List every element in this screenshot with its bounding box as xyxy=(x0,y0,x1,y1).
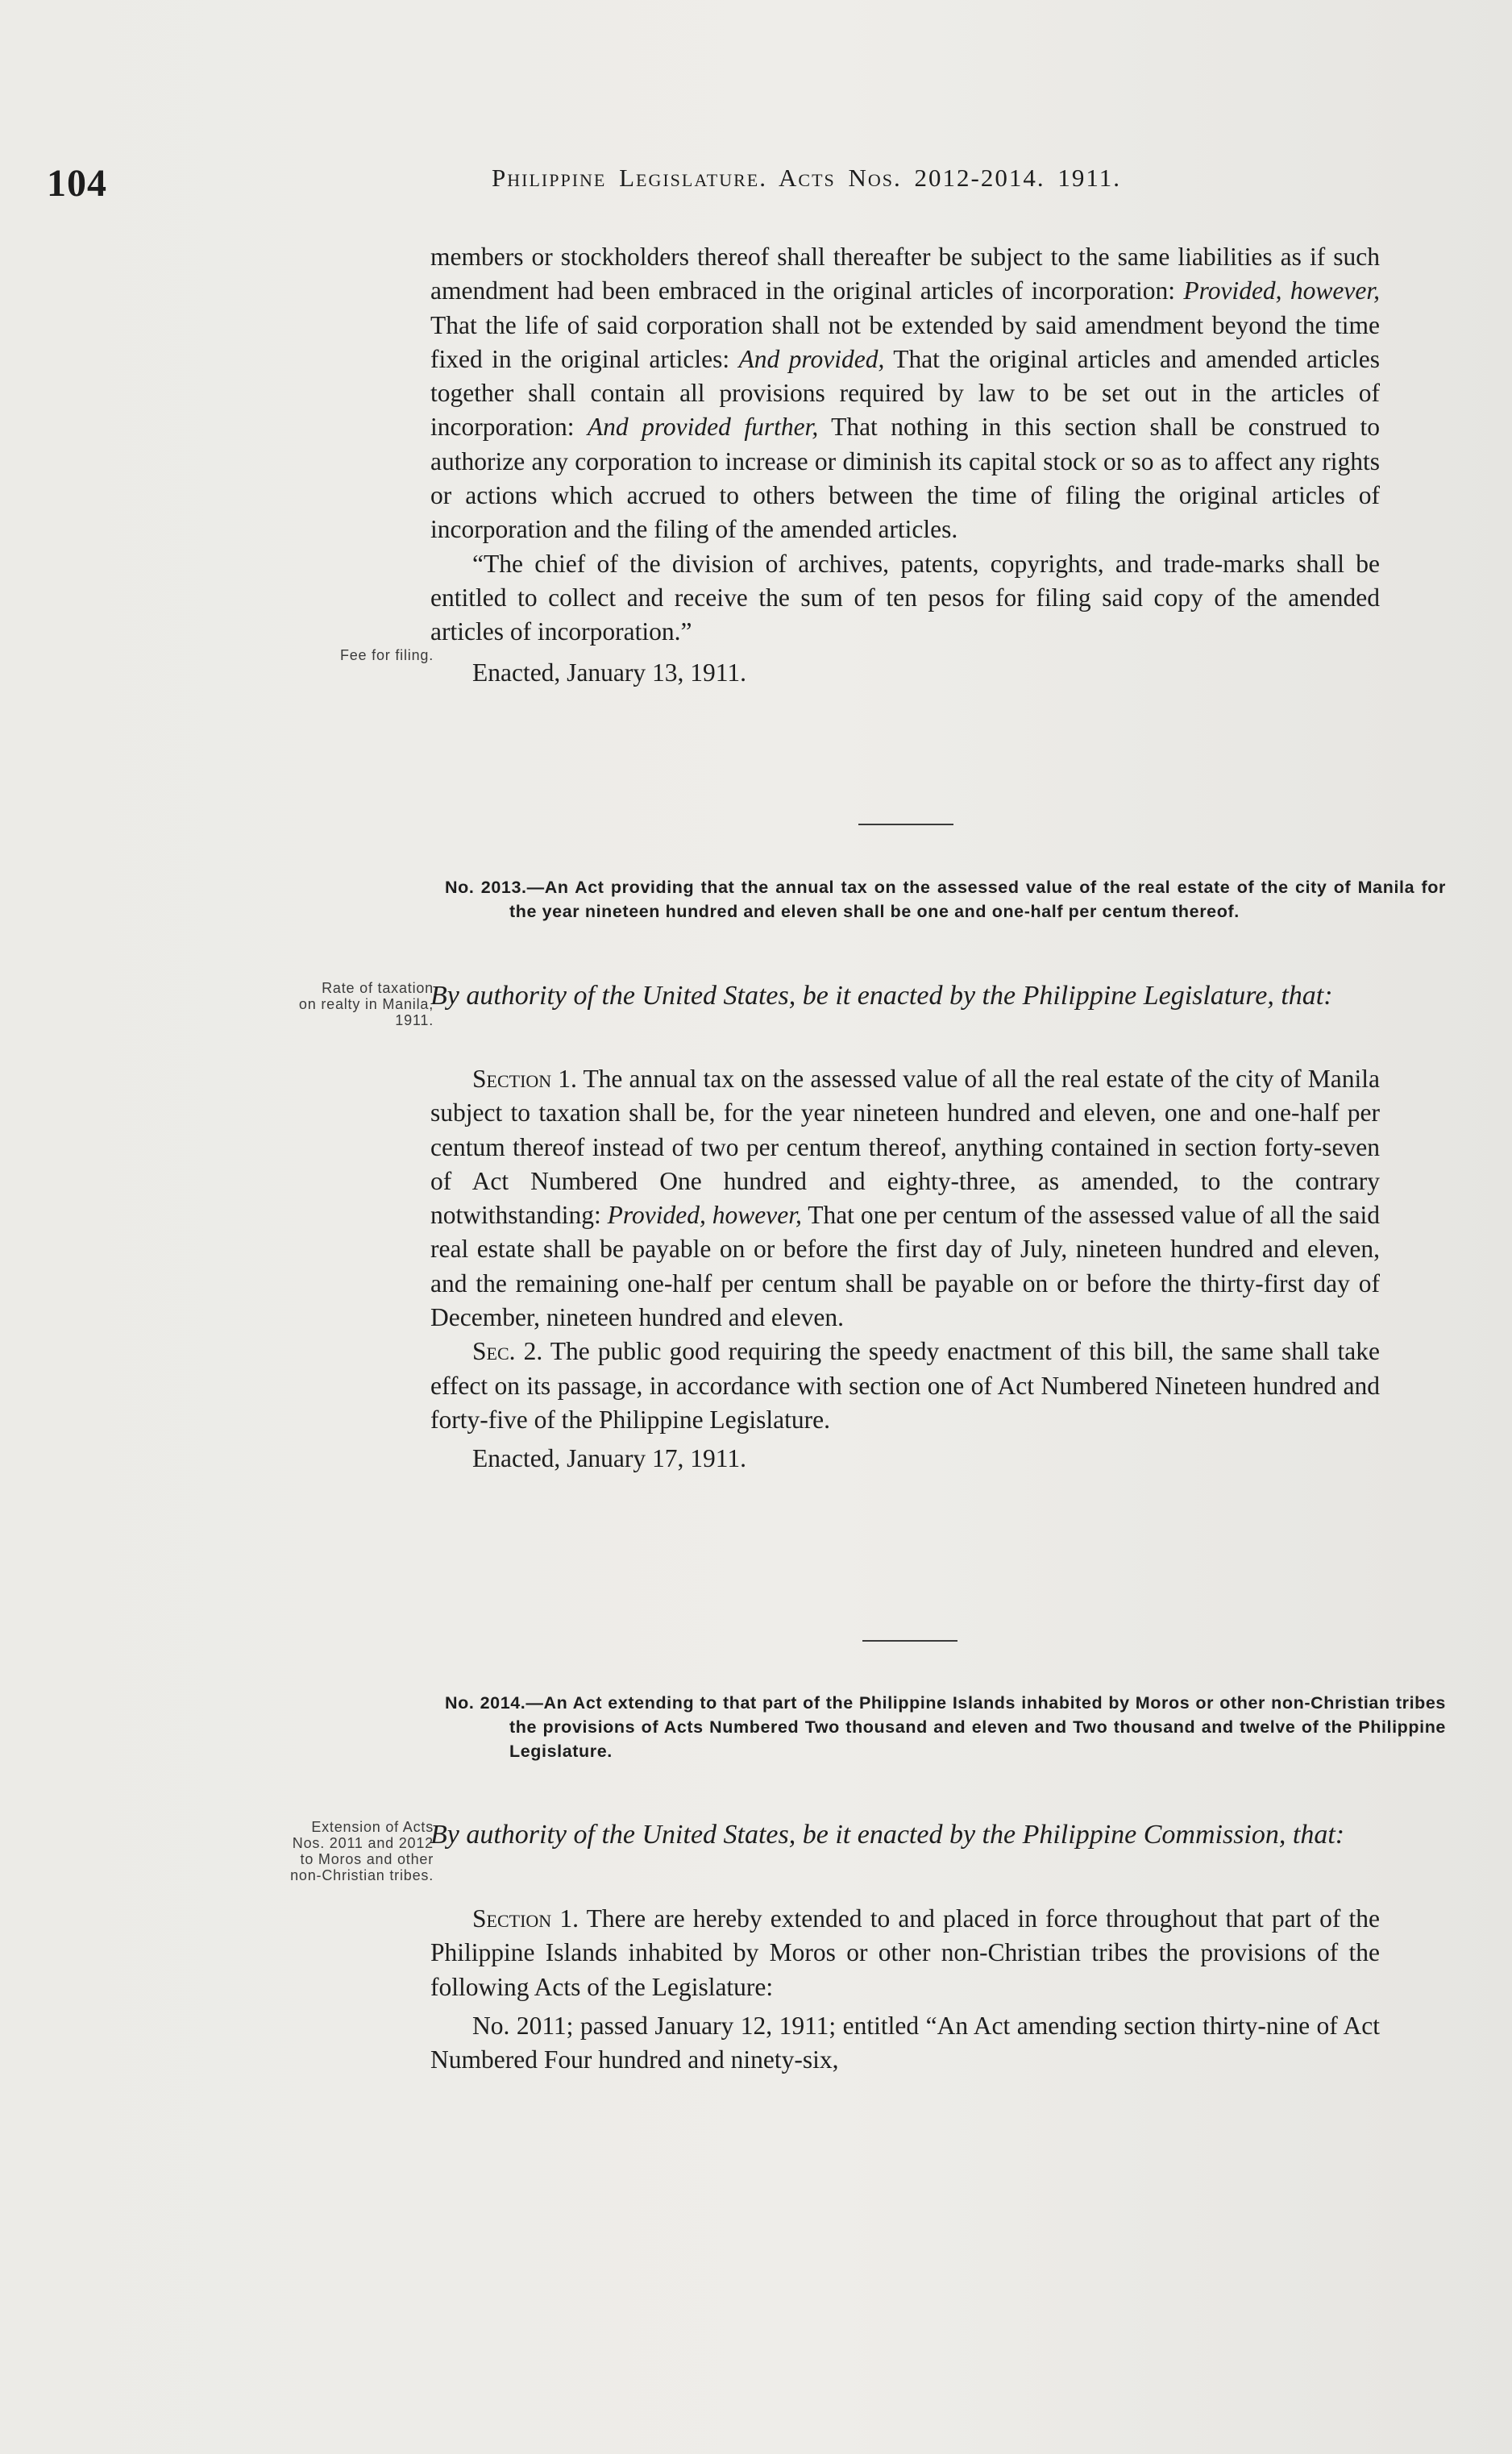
fee-paragraph: “The chief of the division of archives, patents, copyrights, and trade-marks shall be entitled to collect and receive the sum of ten pesos for filing said copy of the amended articles of incorporation.” xyxy=(430,549,1380,646)
margin-note-extension-of-acts: Extension of Acts Nos. 2011 and 2012 to Moros and other non-Christian tribes. xyxy=(290,1819,434,1883)
act-2014-title: No. 2014.—An Act extending to that part of the Philippine Islands inhabited by Moros or other non-Christian tribes the provisions of Acts Numbered Two thousand and eleven and Two thousand and twelve of the Philippine Legislature. xyxy=(445,1693,1446,1761)
section-label: Section 1. xyxy=(472,1904,579,1933)
proviso-italic: And provided further, xyxy=(587,413,819,442)
section-divider xyxy=(862,1640,957,1642)
act-2013-enacted-date: Enacted, January 17, 1911. xyxy=(472,1444,746,1473)
section-divider xyxy=(858,824,953,825)
act-2013-title: No. 2013.—An Act providing that the annual tax on the assessed value of the real estate of the city of Manila for the year nineteen hundred and eleven shall be one and one-half per centum thereof. xyxy=(445,878,1446,921)
text-run: members or stockholders thereof shall thereafter be subject to the same liabilities as if such amendment had been embraced in the original articles of incorporation: xyxy=(430,243,1380,305)
proviso-italic: Provided, however, xyxy=(607,1201,802,1230)
act-2014-section-1 xyxy=(430,1902,1380,2004)
continued-paragraph xyxy=(430,240,1380,547)
margin-note-fee: Fee for filing. xyxy=(339,647,434,663)
margin-note-rate-of-taxation: Rate of taxation on realty in Manila, 1911. xyxy=(298,980,434,1028)
act-2013-section-2 xyxy=(430,1335,1380,1437)
text-run: That nothing in this section shall be construed to authorize any corporation to increase or diminish its capital stock or so as to affect any rights or actions which accrued to others between the time of filing the original articles of incorporation and the filing of the amended articles. xyxy=(430,413,1380,544)
page-number: 104 xyxy=(47,162,107,205)
text-run: That the original articles and amended articles together shall contain all provisions required by law to be set out in the articles of incorporation: xyxy=(430,344,1380,442)
continued-section xyxy=(430,240,1380,690)
section-label: Sec. 2. xyxy=(472,1337,543,1366)
text-run: That one per centum of the assessed value of all the said real estate shall be payable on or before the first day of July, nineteen hundred and eleven, and the remaining one-half per centum shall be payable on or before the thirty-first day of December, nineteen hundred and eleven. xyxy=(430,1201,1381,1332)
text-run: There are hereby extended to and placed in force throughout that part of the Philippine Islands inhabited by Moros or other non-Christian tribes the provisions of the following Acts of the Legislature: xyxy=(430,1904,1380,2001)
act-2013-body xyxy=(430,1062,1380,1476)
proviso-italic: Provided, however, xyxy=(1183,276,1380,305)
text-run: The public good requiring the speedy enactment of this bill, the same shall take effect on its passage, in accordance with section one of Act Numbered Nineteen hundred and forty-five of the Philippine Legislature. xyxy=(430,1337,1380,1434)
act-2013-section-1 xyxy=(430,1062,1380,1335)
proviso-italic: And provided, xyxy=(738,344,885,373)
act-2014-enacting-clause: By authority of the United States, be it enacted by the Philippine Commission, that: xyxy=(430,1820,1345,1850)
act-2014-body xyxy=(430,1902,1380,2077)
running-head: Philippine Legislature. Acts Nos. 2012-2014. 1911. xyxy=(492,164,1121,192)
text-run: That the life of said corporation shall not be extended by said amendment beyond the time fixed in the original articles: xyxy=(430,310,1380,373)
enacted-date: Enacted, January 13, 1911. xyxy=(472,658,746,687)
act-2014-item-1: No. 2011; passed January 12, 1911; entitled “An Act amending section thirty-nine of Act Numbered Four hundred and ninety-six, xyxy=(430,2011,1380,2074)
act-2013-enacting-clause: By authority of the United States, be it enacted by the Philippine Legislature, that: xyxy=(430,981,1333,1011)
text-run: The annual tax on the assessed value of all the real estate of the city of Manila subject to taxation shall be, for the year nineteen hundred and eleven, one and one-half per centum thereof instead of two per centum thereof, anything contained in section forty-seven of Act Numbered One hundred and eighty-three, as amended, to the contrary notwithstanding: xyxy=(430,1065,1380,1230)
section-label: Section 1. xyxy=(472,1065,577,1093)
